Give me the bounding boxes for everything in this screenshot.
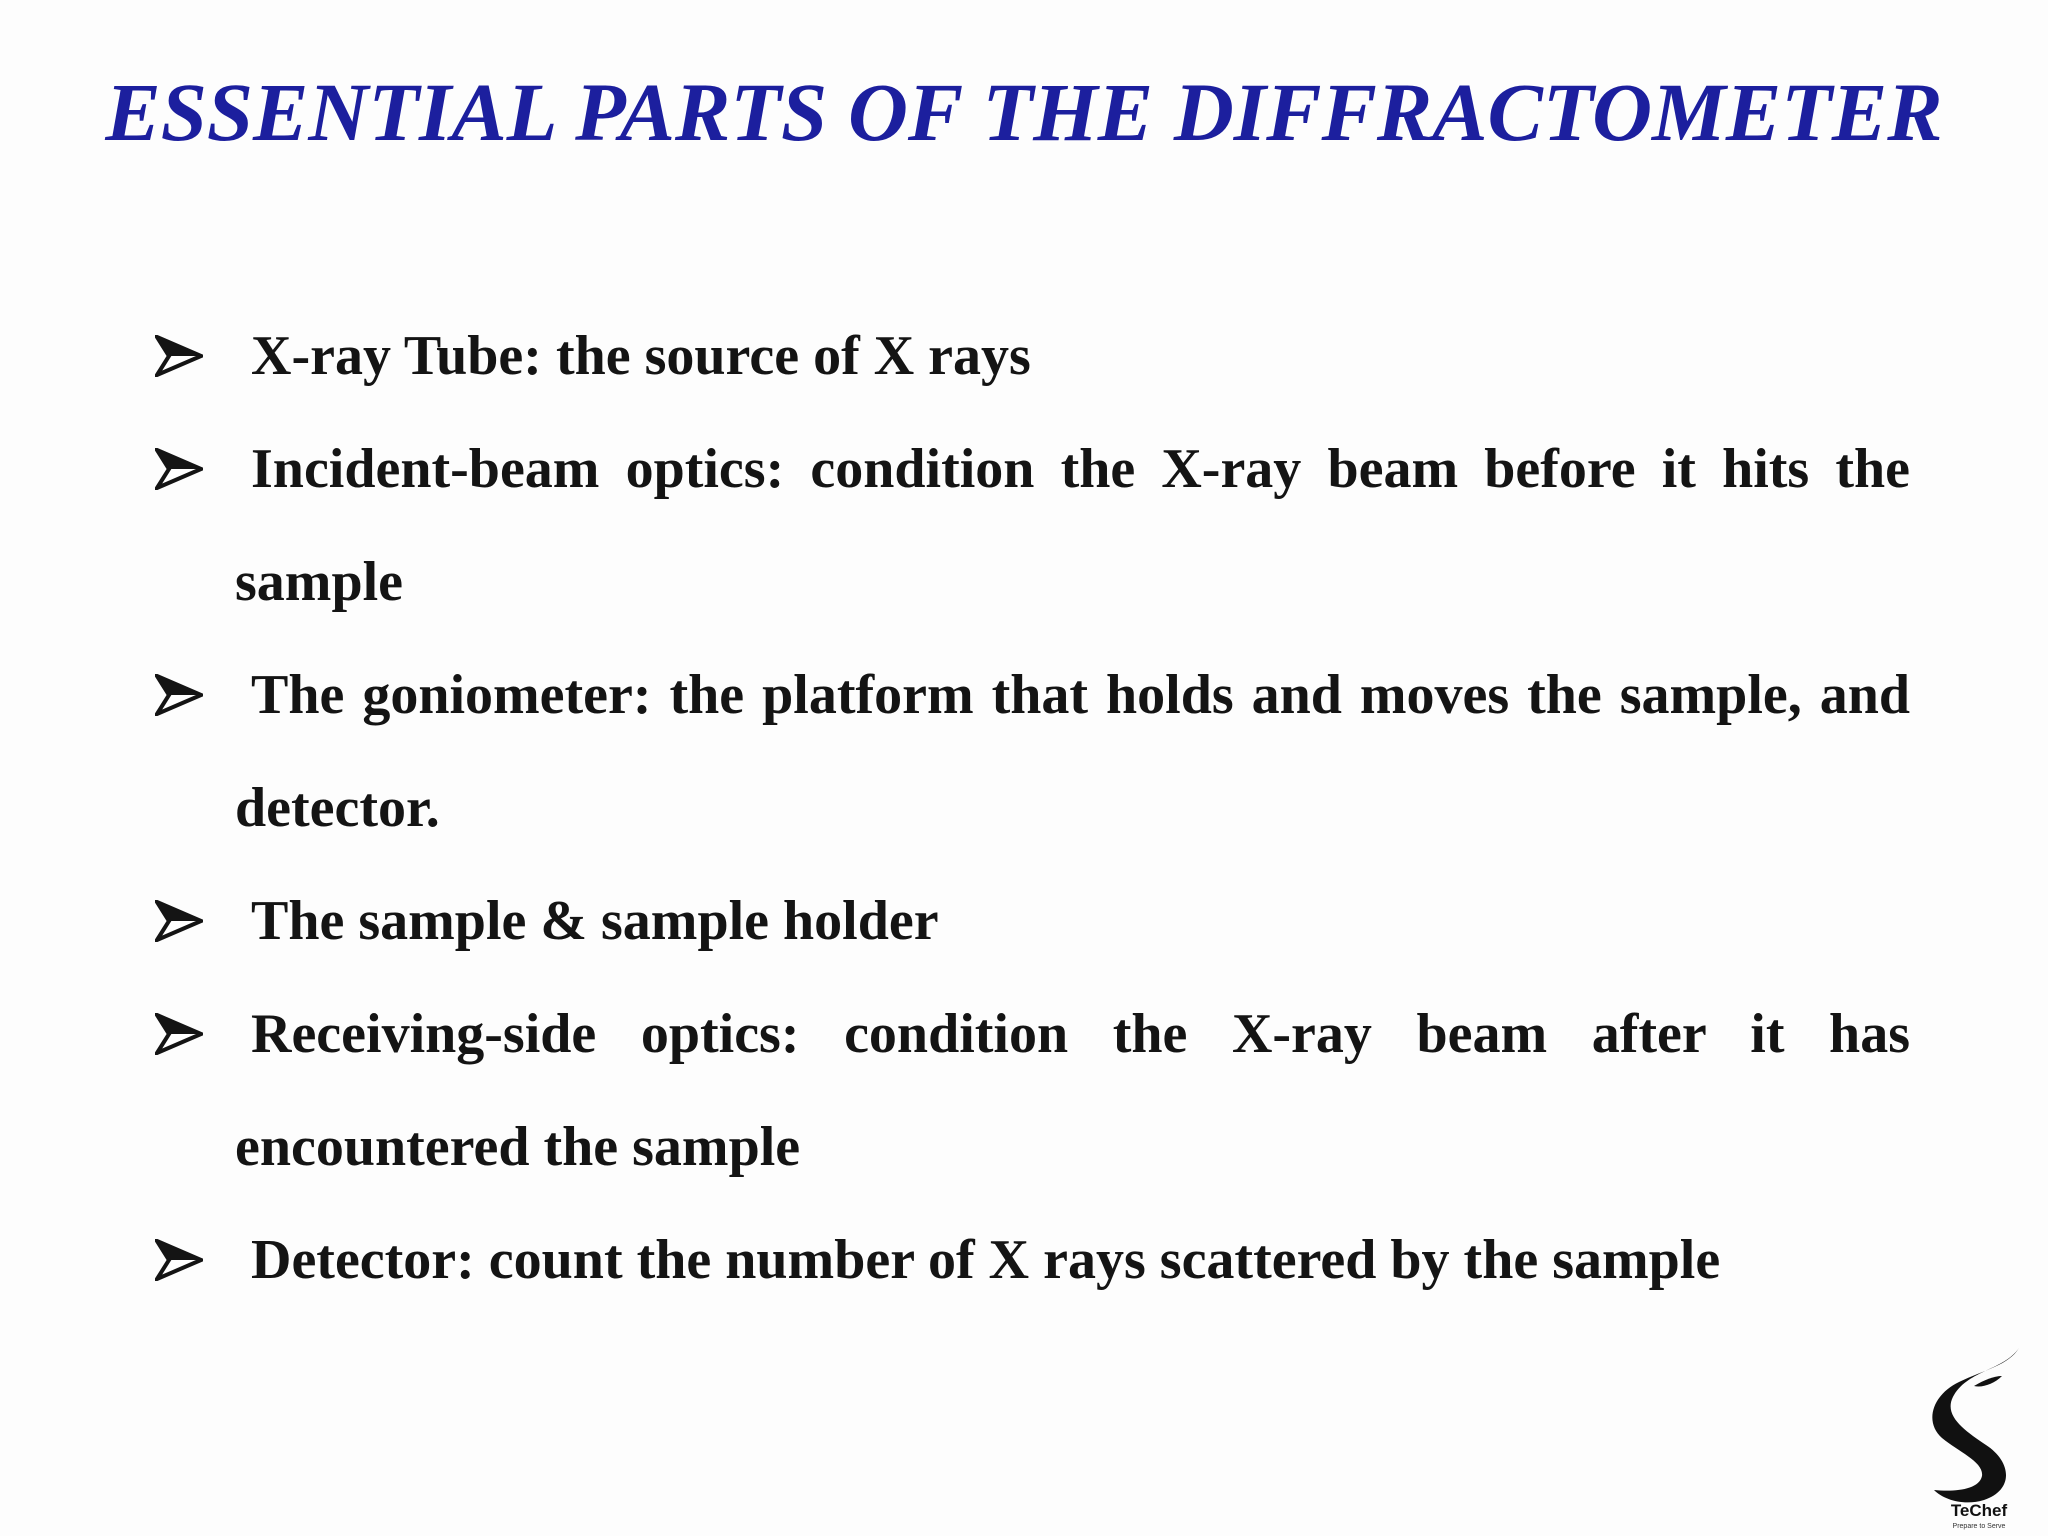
arrowhead-bullet-icon	[155, 1239, 203, 1281]
arrowhead-bullet-icon	[155, 448, 203, 490]
bullet-text: Detector: count the number of X rays scattered by the sample	[251, 1229, 1721, 1291]
list-item	[155, 413, 1910, 639]
bullet-text: X-ray Tube: the source of X rays	[251, 325, 1031, 387]
list-item	[155, 865, 1910, 978]
techef-logo-icon	[1924, 1340, 2034, 1530]
list-item	[155, 1204, 1910, 1317]
list-item	[155, 639, 1910, 865]
bullet-text: The goniometer: the platform that holds and moves the sample, and detector.	[235, 664, 1910, 839]
arrowhead-bullet-icon	[155, 900, 203, 942]
list-item	[155, 978, 1910, 1204]
bullet-text: The sample & sample holder	[251, 890, 939, 952]
bullet-text: Receiving-side optics: condition the X-ray beam after it has encountered the sample	[235, 1003, 1910, 1178]
bullet-list	[155, 300, 1910, 1317]
bullet-text: Incident-beam optics: condition the X-ray beam before it hits the sample	[235, 438, 1910, 613]
logo-name: TeChef	[1950, 1501, 2008, 1520]
slide-title: ESSENTIAL PARTS OF THE DIFFRACTOMETER	[105, 66, 1943, 158]
arrowhead-bullet-icon	[155, 674, 203, 716]
list-item	[155, 300, 1910, 413]
logo-tagline: Prepare to Serve	[1952, 1523, 2006, 1530]
arrowhead-bullet-icon	[155, 1013, 203, 1055]
arrowhead-bullet-icon	[155, 335, 203, 377]
